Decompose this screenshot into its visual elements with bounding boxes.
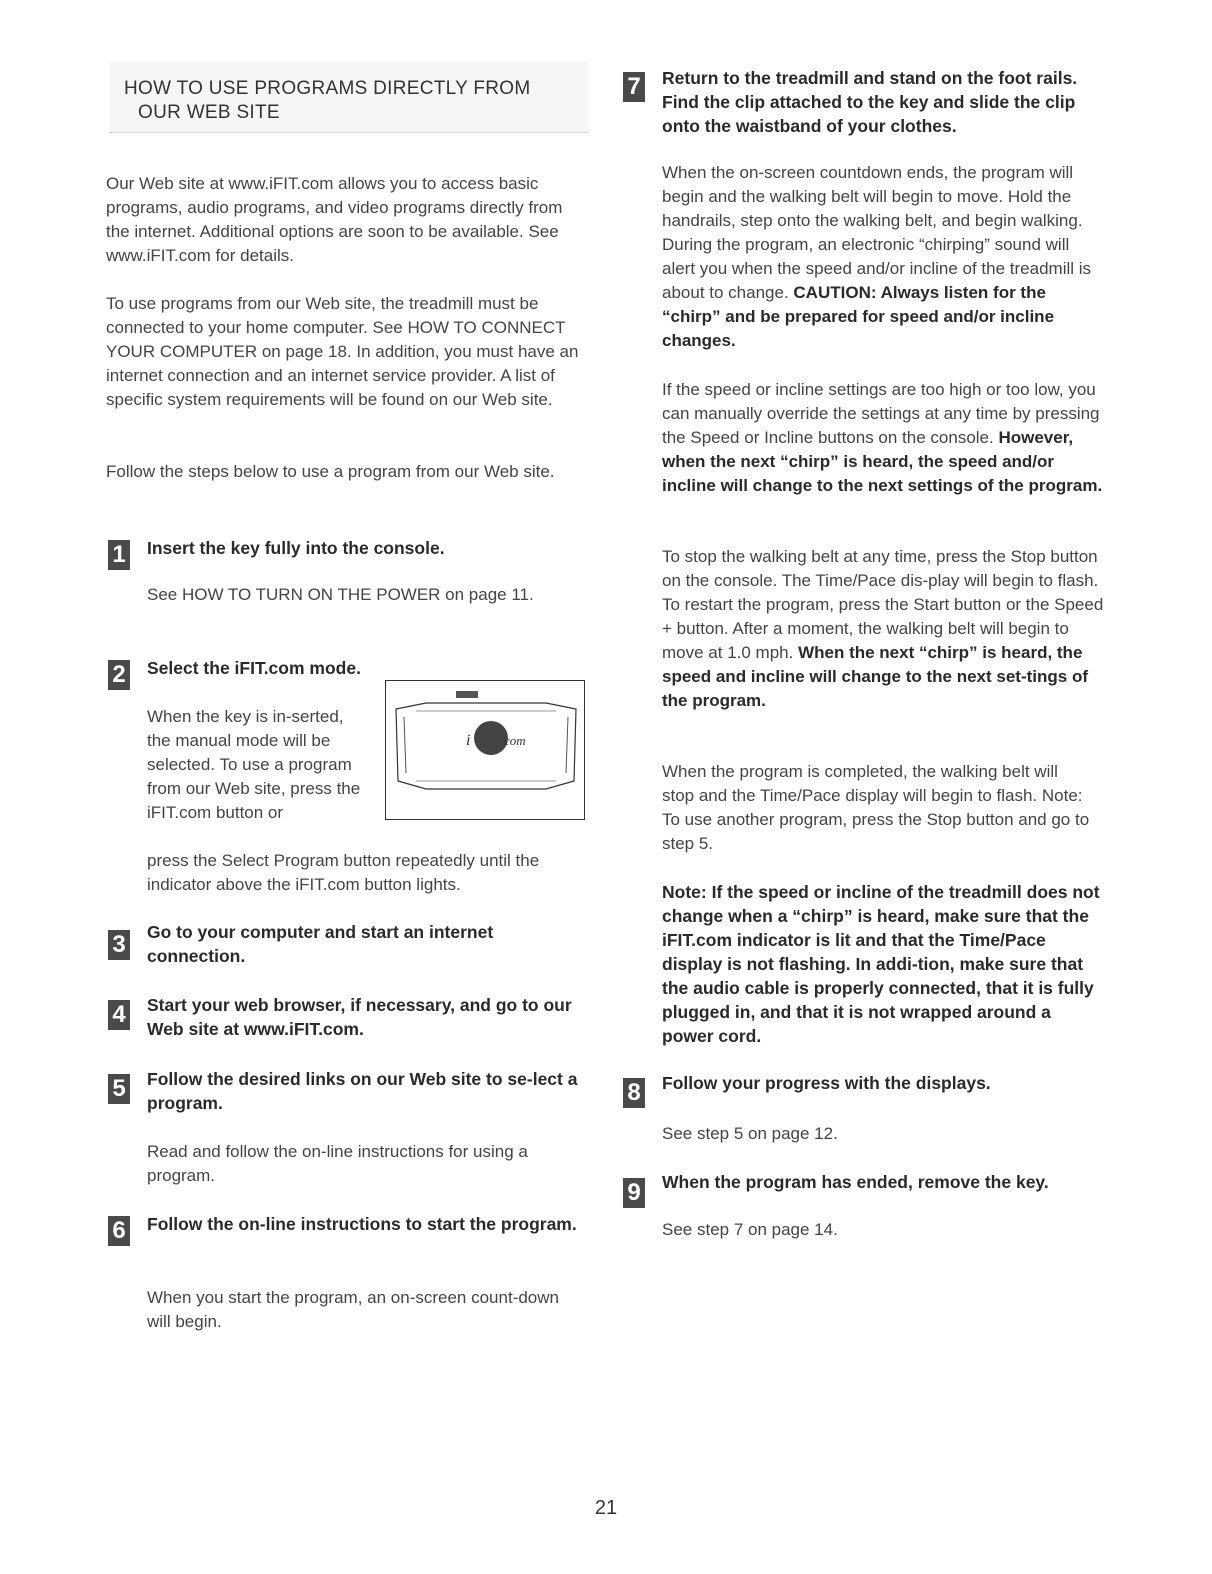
step-number-3: 3 (108, 930, 130, 960)
svg-text:com: com (504, 733, 526, 748)
ifit-logo-icon (474, 721, 508, 755)
step-7-paragraph-1 (662, 161, 1106, 353)
step-2-body-a: When the key is in-serted, the manual mode will be selected. To use a program from our Web site, press the iFIT.com button or (147, 707, 361, 822)
step-4-title: Start your web browser, if necessary, and go to our Web site at www.iFIT.com. (147, 995, 572, 1039)
console-drawing (386, 681, 583, 818)
step-7-note: Note: If the speed or incline of the treadmill does not change when a “chirp” is heard, make sure that the iFIT.com indicator is lit and that the Time/Pace display is not flashing. In addi-tion, make sure that the audio cable is properly connected, that it is fully plugged in, and that it is not wrapped around a power cord. (662, 882, 1100, 1046)
section-heading (110, 62, 588, 133)
step-number-4: 4 (108, 1000, 130, 1030)
step-7-paragraph-3-bold: When the next “chirp” is heard, the speed and incline will change to the next set-tings of the program. (662, 643, 1089, 710)
step-7-paragraph-2 (662, 378, 1106, 498)
caution-text: CAUTION: Always listen for the “chirp” and be prepared for speed and/or incline changes. (662, 283, 1055, 350)
step-6-body: When you start the program, an on-screen count-down will begin. (147, 1288, 559, 1331)
step-number-6: 6 (108, 1216, 130, 1246)
step-2-title: Select the iFIT.com mode. (147, 658, 361, 678)
step-number-7: 7 (623, 72, 645, 102)
step-2-body-b: press the Select Program button repeatedly until the indicator above the iFIT.com button lights. (147, 851, 540, 894)
console-illustration (385, 680, 585, 820)
step-number-1: 1 (108, 540, 130, 570)
step-6-title: Follow the on-line instructions to start the program. (147, 1214, 577, 1234)
step-5-body: Read and follow the on-line instructions for using a program. (147, 1142, 528, 1185)
step-3-title: Go to your computer and start an internet connection. (147, 922, 494, 966)
step-7-paragraph-1-text: When the on-screen countdown ends, the program will begin and the walking belt will begin to move. Hold the handrails, step onto the walking belt, and begin walking. During the program, an electronic “chirping” sound will alert you when the speed and/or incline of the treadmill is about to change. (662, 163, 1092, 302)
step-9-body: See step 7 on page 14. (662, 1220, 838, 1239)
step-1-title: Insert the key fully into the console. (147, 538, 445, 558)
step-number-8: 8 (623, 1078, 645, 1108)
heading-line-1: HOW TO USE PROGRAMS DIRECTLY FROM (124, 78, 531, 99)
step-9-title: When the program has ended, remove the key. (662, 1172, 1049, 1192)
step-7-paragraph-3 (662, 545, 1106, 713)
step-7-paragraph-2-text: If the speed or incline settings are too high or too low, you can manually override the settings at any time by pressing the Speed or Incline buttons on the console. (662, 380, 1100, 447)
step-1-body: See HOW TO TURN ON THE POWER on page 11. (147, 585, 534, 604)
step-8-title: Follow your progress with the displays. (662, 1073, 991, 1093)
step-7-title: Return to the treadmill and stand on the foot rails. Find the clip attached to the key and slide the clip onto the waistband of your clothes. (662, 68, 1078, 136)
step-7-paragraph-2-bold: However, when the next “chirp” is heard, the speed and/or incline will change to the next settings of the program. (662, 428, 1103, 495)
step-7-paragraph-3-text: To stop the walking belt at any time, press the Stop button on the console. The Time/Pace dis-play will begin to flash. To restart the program, press the Start button or the Speed + button. After a moment, the walking belt will begin to move at 1.0 mph. (662, 547, 1104, 662)
intro-paragraph-1: Our Web site at www.iFIT.com allows you to access basic programs, audio programs, and video programs directly from the internet. Additional options are soon to be available. See www.iFIT.com for details. (106, 174, 563, 265)
step-number-9: 9 (623, 1178, 645, 1208)
step-number-2: 2 (108, 660, 130, 690)
page-number: 21 (594, 1497, 618, 1519)
step-7-paragraph-4: When the program is completed, the walking belt will stop and the Time/Pace display will begin to flash. Note: To use another program, press the Stop button and go to step 5. (662, 762, 1090, 853)
heading-line-2: OUR WEB SITE (138, 102, 280, 123)
step-8-body: See step 5 on page 12. (662, 1124, 838, 1143)
intro-paragraph-2: To use programs from our Web site, the treadmill must be connected to your home computer. See HOW TO CONNECT YOUR COMPUTER on page 18. In addition, you must have an internet connection and an internet service provider. A list of specific system requirements will be found on our Web site. (106, 294, 579, 409)
step-5-title: Follow the desired links on our Web site to se-lect a program. (147, 1069, 578, 1113)
ifit-logo-text: i (466, 732, 471, 749)
step-number-5: 5 (108, 1074, 130, 1104)
intro-paragraph-3: Follow the steps below to use a program from our Web site. (106, 462, 555, 481)
